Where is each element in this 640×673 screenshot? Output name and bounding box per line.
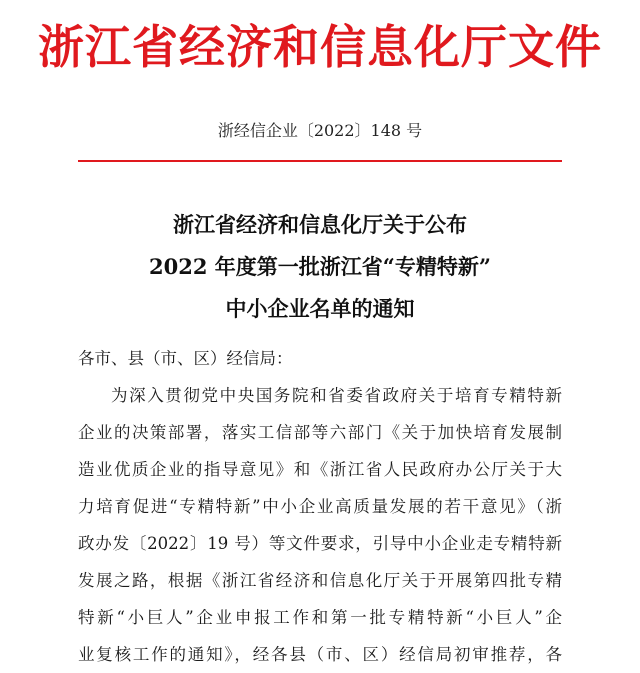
body-line: 发展之路，根据《浙江省经济和信息化厅关于开展第四批专精 bbox=[78, 571, 562, 590]
body-line: 政办发〔2022〕19 号）等文件要求，引导中小企业走专精特新 bbox=[78, 534, 562, 553]
notice-title-line-1: 浙江省经济和信息化厅关于公布 bbox=[173, 212, 467, 237]
notice-title bbox=[0, 204, 640, 330]
body-line: 造业优质企业的指导意见》和《浙江省人民政府办公厅关于大 bbox=[78, 460, 562, 479]
document-header-title: 浙江省经济和信息化厅文件 bbox=[38, 20, 602, 74]
body-line: 企业的决策部署，落实工信部等六部门《关于加快培育发展制 bbox=[78, 423, 562, 442]
red-divider-line bbox=[78, 160, 562, 162]
body-paragraph bbox=[78, 377, 562, 673]
salutation: 各市、县（市、区）经信局： bbox=[78, 349, 293, 368]
body-line: 为深入贯彻党中央国务院和省委省政府关于培育专精特新 bbox=[111, 386, 562, 405]
body-line: 业复核工作的通知》，经各县（市、区）经信局初审推荐，各 bbox=[78, 645, 562, 664]
body-line: 力培育促进“专精特新”中小企业高质量发展的若干意见》（浙 bbox=[78, 497, 562, 516]
document-number: 浙经信企业〔2022〕148 号 bbox=[217, 121, 423, 140]
body-line: 特新“小巨人”企业申报工作和第一批专精特新“小巨人”企 bbox=[78, 608, 562, 627]
notice-title-line-3: 中小企业名单的通知 bbox=[225, 296, 415, 321]
notice-title-line-2: 2022 年度第一批浙江省“专精特新” bbox=[149, 254, 491, 279]
